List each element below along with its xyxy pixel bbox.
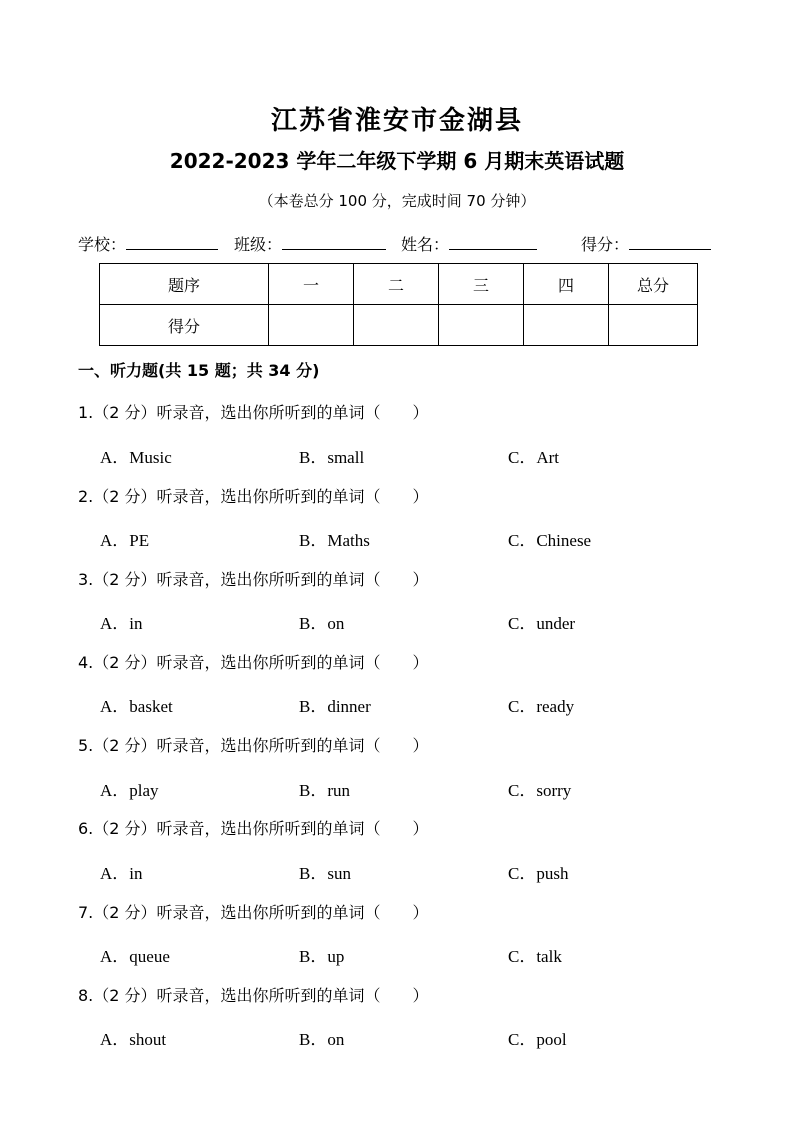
option-c[interactable]: C．pool [508, 1030, 567, 1049]
score-cell[interactable] [269, 305, 354, 346]
exam-title-region: 江苏省淮安市金湖县 [270, 106, 523, 136]
question-stem: 5.（2 分）听录音，选出你所听到的单词（ ） [78, 736, 429, 755]
class-blank[interactable] [282, 233, 386, 250]
question-stem: 8.（2 分）听录音，选出你所听到的单词（ ） [78, 986, 429, 1005]
score-cell[interactable] [439, 305, 524, 346]
score-label: 得分： [581, 235, 630, 254]
exam-title: 2022-2023 学年二年级下学期 6 月期末英语试题 [169, 149, 625, 173]
school-label: 学校： [78, 235, 127, 254]
option-c[interactable]: C．push [508, 864, 569, 883]
option-a[interactable]: A．play [100, 781, 159, 800]
option-c[interactable]: C．Art [508, 448, 559, 467]
score-cell[interactable] [609, 305, 698, 346]
score-table-header-row [100, 264, 698, 305]
student-info-row [78, 232, 718, 254]
score-field[interactable] [581, 232, 711, 255]
score-cell[interactable] [354, 305, 439, 346]
option-b[interactable]: B．small [299, 448, 365, 467]
question-stem: 4.（2 分）听录音，选出你所听到的单词（ ） [78, 653, 429, 672]
option-c[interactable]: C．ready [508, 697, 575, 716]
question-stem: 3.（2 分）听录音，选出你所听到的单词（ ） [78, 570, 429, 589]
question-stem: 2.（2 分）听录音，选出你所听到的单词（ ） [78, 487, 429, 506]
option-c[interactable]: C．Chinese [508, 531, 592, 550]
name-blank[interactable] [449, 233, 537, 250]
score-blank[interactable] [629, 233, 711, 250]
option-b[interactable]: B．sun [299, 864, 351, 883]
score-table-header-cell: 题序 [100, 264, 269, 305]
question-stem: 1.（2 分）听录音，选出你所听到的单词（ ） [78, 403, 429, 422]
school-field[interactable] [78, 232, 218, 255]
option-c[interactable]: C．talk [508, 947, 562, 966]
option-a[interactable]: A．PE [100, 531, 150, 550]
option-a[interactable]: A．in [100, 864, 143, 883]
option-b[interactable]: B．up [299, 947, 345, 966]
option-a[interactable]: A．basket [100, 697, 173, 716]
name-label: 姓名： [401, 235, 450, 254]
exam-subtitle: （本卷总分 100 分，完成时间 70 分钟） [258, 192, 536, 210]
option-c[interactable]: C．sorry [508, 781, 572, 800]
option-c[interactable]: C．under [508, 614, 576, 633]
score-table-header-cell: 三 [439, 264, 524, 305]
option-a[interactable]: A．Music [100, 448, 172, 467]
score-cell[interactable] [524, 305, 609, 346]
name-field[interactable] [401, 232, 537, 255]
class-field[interactable] [234, 232, 386, 255]
option-b[interactable]: B．Maths [299, 531, 370, 550]
class-label: 班级： [234, 235, 283, 254]
score-table-header-cell: 二 [354, 264, 439, 305]
option-b[interactable]: B．run [299, 781, 350, 800]
option-b[interactable]: B．dinner [299, 697, 371, 716]
option-b[interactable]: B．on [299, 1030, 345, 1049]
score-table-header-cell: 总分 [609, 264, 698, 305]
option-b[interactable]: B．on [299, 614, 345, 633]
option-a[interactable]: A．shout [100, 1030, 167, 1049]
score-table-header-cell: 一 [269, 264, 354, 305]
option-a[interactable]: A．queue [100, 947, 170, 966]
score-row-label: 得分 [100, 305, 269, 346]
question-stem: 7.（2 分）听录音，选出你所听到的单词（ ） [78, 903, 429, 922]
score-table-score-row [100, 305, 698, 346]
score-table-header-cell: 四 [524, 264, 609, 305]
question-stem: 6.（2 分）听录音，选出你所听到的单词（ ） [78, 819, 429, 838]
option-a[interactable]: A．in [100, 614, 143, 633]
score-table [99, 263, 698, 346]
section-title-listening: 一、听力题(共 15 题；共 34 分) [78, 361, 320, 380]
school-blank[interactable] [126, 233, 218, 250]
